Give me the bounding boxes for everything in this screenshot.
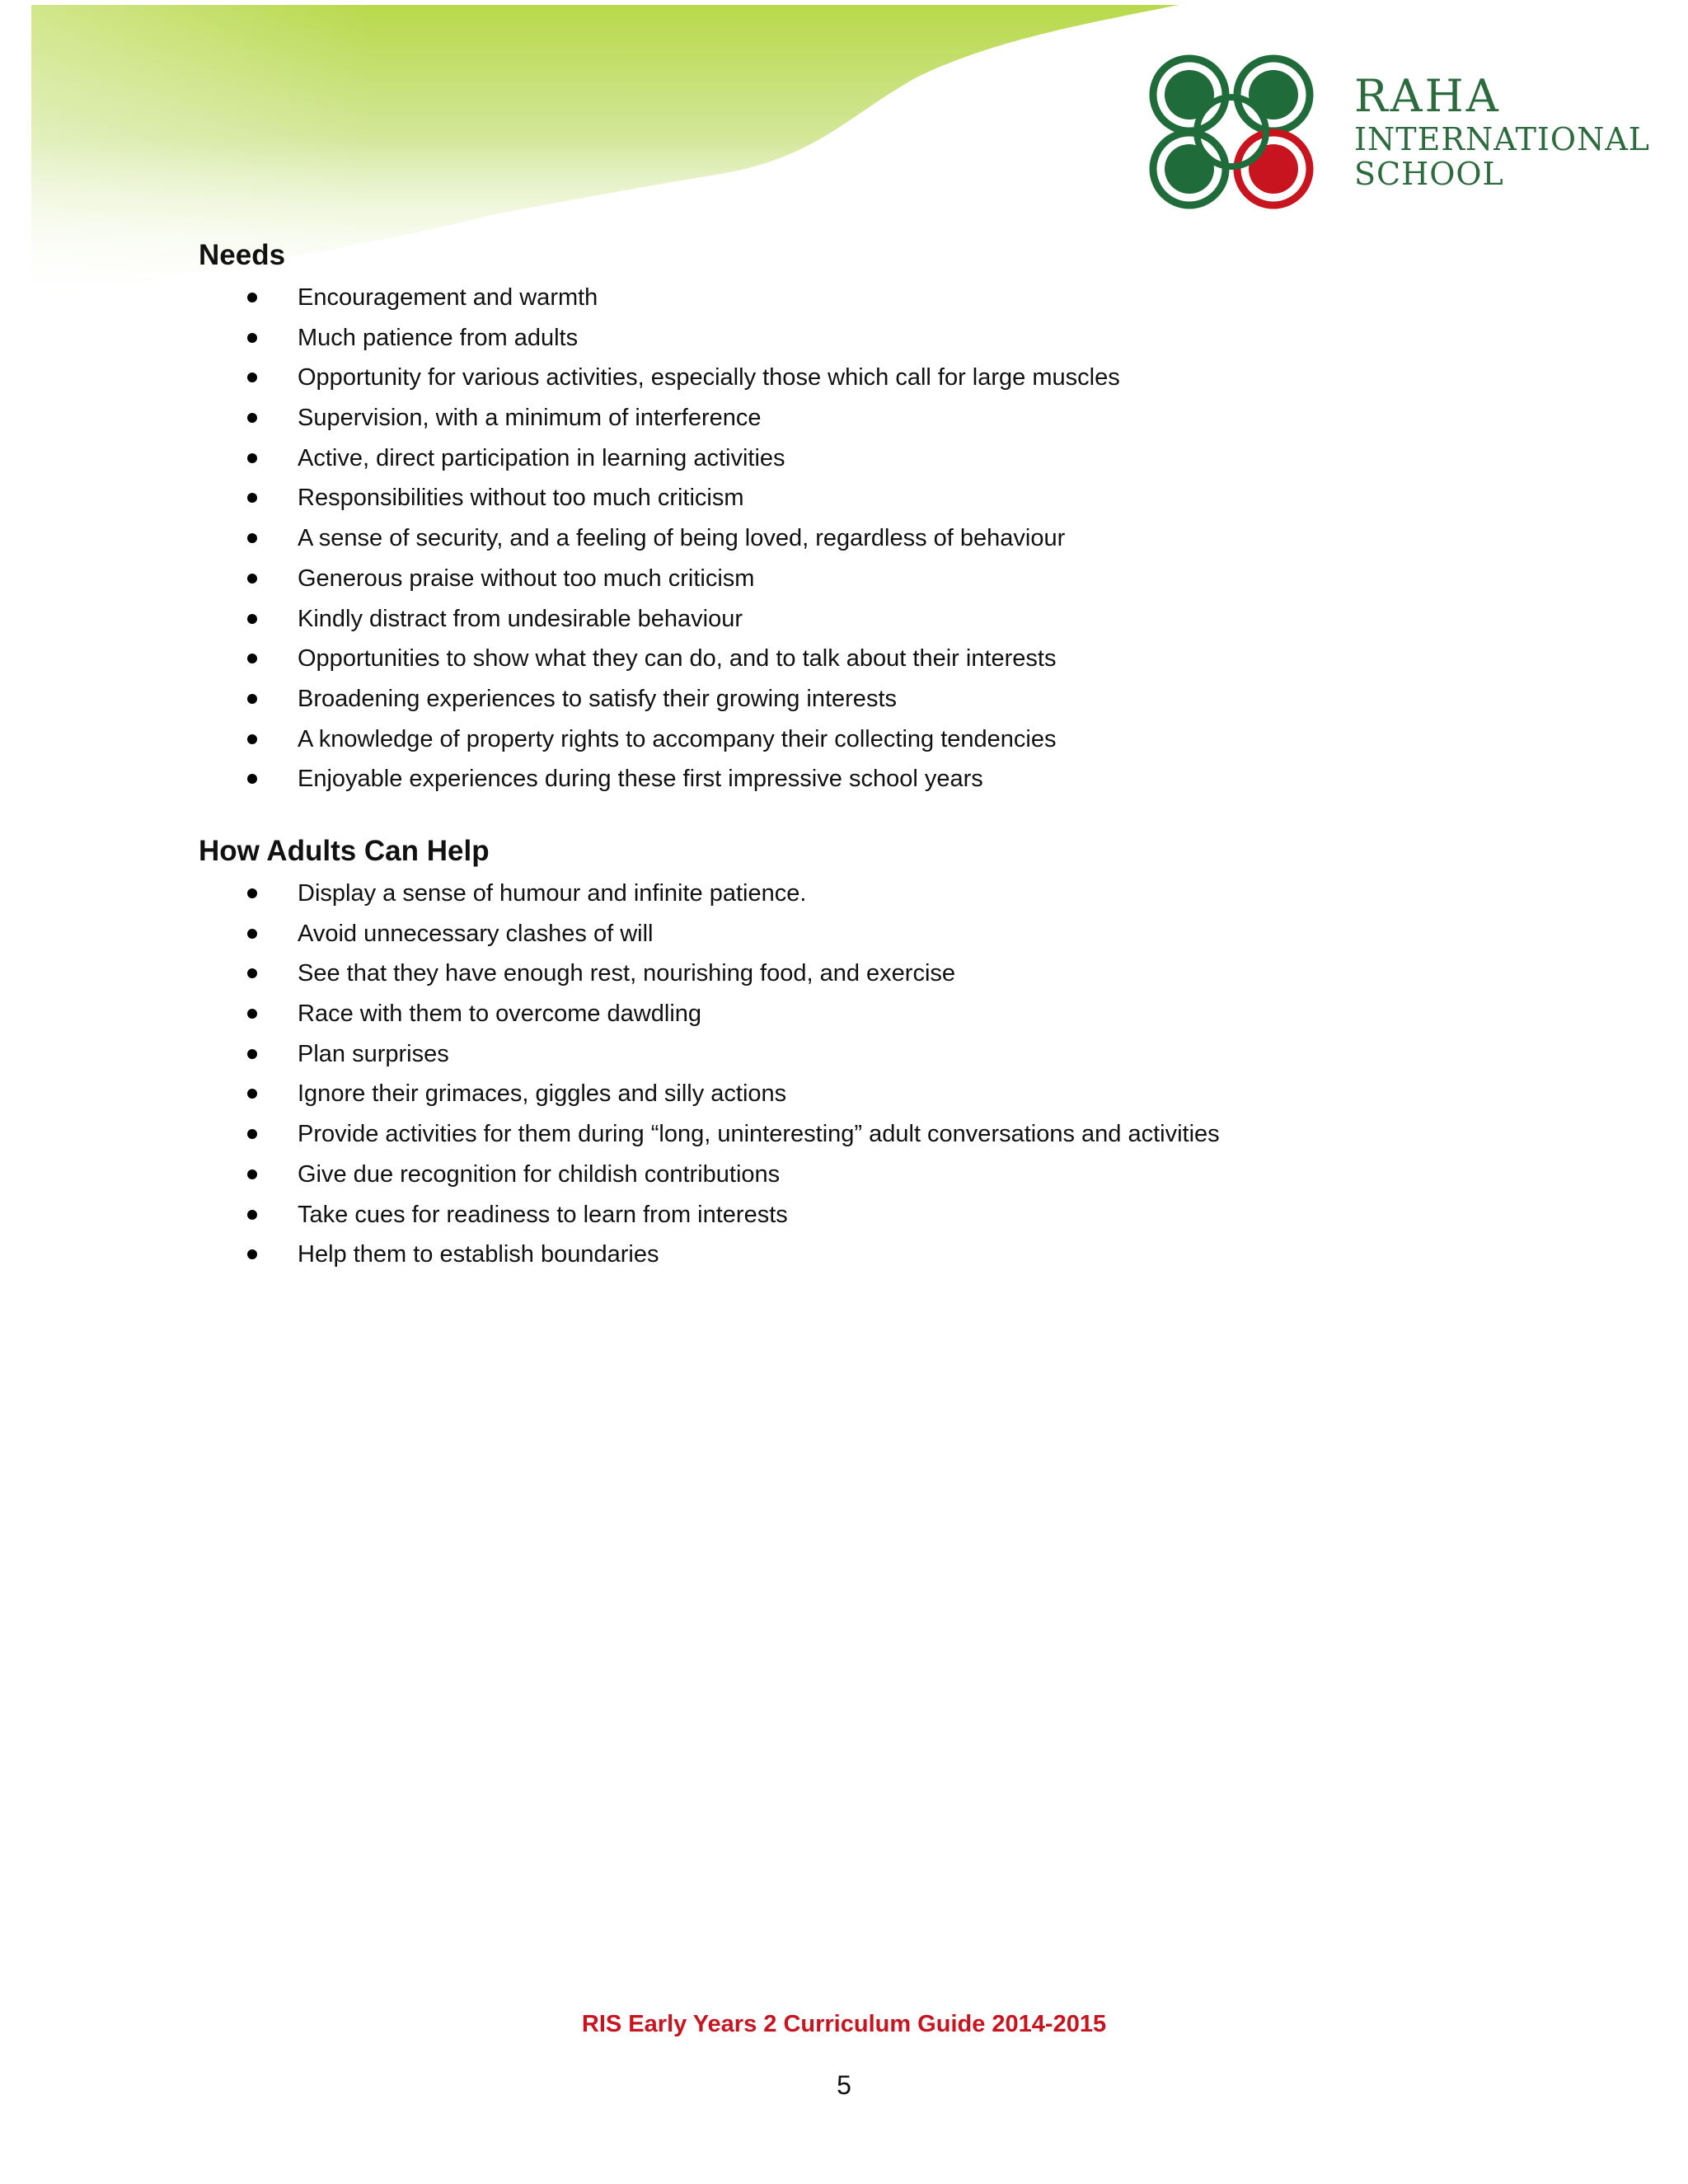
bullet-icon	[247, 493, 257, 503]
list-item-text: Supervision, with a minimum of interference	[298, 405, 762, 432]
logo-line-international: INTERNATIONAL	[1354, 121, 1651, 157]
bullet-icon	[247, 1210, 257, 1220]
list-item-text: Active, direct participation in learning activities	[298, 444, 785, 471]
list-item-text: Kindly distract from undesirable behaviour	[298, 605, 743, 632]
bullet-icon	[247, 333, 257, 343]
list-item-text: Display a sense of humour and infinite patience.	[298, 880, 807, 907]
school-logo	[1142, 49, 1669, 223]
list-item-text: Opportunities to show what they can do, and to talk about their interests	[298, 645, 1057, 673]
bullet-icon	[247, 1129, 257, 1139]
list-item-text: A knowledge of property rights to accompany their collecting tendencies	[298, 725, 1057, 752]
bullet-icon	[247, 614, 257, 624]
list-item-text: Take cues for readiness to learn from interests	[298, 1201, 788, 1228]
list-item-text: Ignore their grimaces, giggles and silly actions	[298, 1080, 787, 1108]
list-item-text: Plan surprises	[298, 1040, 449, 1067]
list-item-text: Enjoyable experiences during these first impressive school years	[298, 766, 983, 793]
list-item-text: Provide activities for them during “long, uninteresting” adult conversations and activities	[298, 1121, 1220, 1148]
page-number: 5	[837, 2070, 851, 2100]
list-item-text: Race with them to overcome dawdling	[298, 1001, 702, 1028]
list-item-text: Generous praise without too much criticism	[298, 565, 755, 592]
logo-line-school: SCHOOL	[1354, 156, 1504, 192]
bullet-icon	[247, 1089, 257, 1099]
bullet-icon	[247, 1169, 257, 1179]
logo-rings-icon	[1142, 49, 1326, 214]
list-item-text: Give due recognition for childish contributions	[298, 1160, 781, 1188]
list-item-text: Avoid unnecessary clashes of will	[298, 920, 654, 947]
bullet-icon	[247, 1009, 257, 1019]
list-item-text: Opportunity for various activities, especially those which call for large muscles	[298, 364, 1120, 391]
bullet-icon	[247, 373, 257, 382]
logo-line-raha: RAHA	[1354, 70, 1501, 122]
bullet-icon	[247, 533, 257, 543]
list-item-text: Help them to establish boundaries	[298, 1241, 659, 1268]
section-title-how-adults-can-help: How Adults Can Help	[199, 835, 490, 867]
bullet-icon	[247, 694, 257, 704]
bullet-icon	[247, 293, 257, 302]
logo-wordmark	[1354, 70, 1651, 192]
bullet-icon	[247, 968, 257, 978]
footer-document-title: RIS Early Years 2 Curriculum Guide 2014-2015	[581, 2011, 1107, 2037]
bullet-icon	[247, 929, 257, 939]
bullet-icon	[247, 888, 257, 898]
list-item-text: Responsibilities without too much criticism	[298, 485, 744, 512]
bullet-icon	[247, 654, 257, 663]
bullet-icon	[247, 774, 257, 784]
list-item-text: Much patience from adults	[298, 324, 579, 351]
bullet-icon	[247, 413, 257, 423]
bullet-icon	[247, 1249, 257, 1259]
list-item-text: A sense of security, and a feeling of being loved, regardless of behaviour	[298, 525, 1066, 552]
list-item-text: Broadening experiences to satisfy their growing interests	[298, 685, 897, 712]
bullet-icon	[247, 1049, 257, 1059]
bullet-icon	[247, 453, 257, 463]
section-title-needs: Needs	[199, 239, 286, 271]
bullet-icon	[247, 734, 257, 744]
list-item-text: Encouragement and warmth	[298, 284, 598, 311]
list-item-text: See that they have enough rest, nourishing food, and exercise	[298, 960, 956, 987]
bullet-icon	[247, 574, 257, 583]
